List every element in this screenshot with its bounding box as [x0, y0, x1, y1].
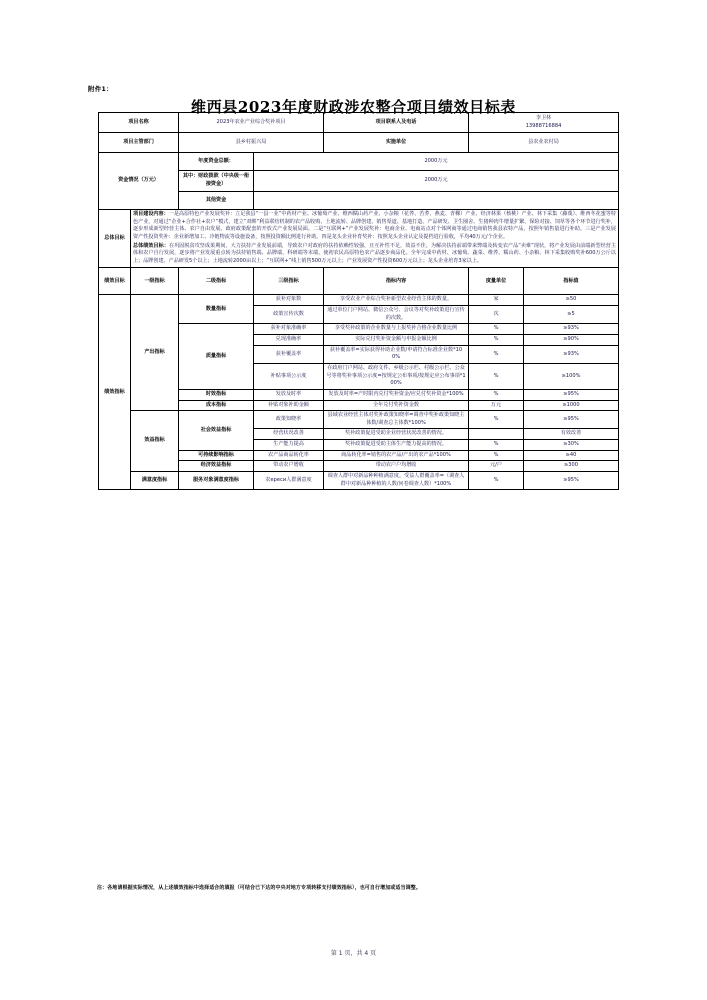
dept-value: 县乡村振兴局: [179, 133, 324, 153]
indicator-value: ≥300: [524, 461, 619, 472]
level3-label: 生产能力提高: [254, 440, 324, 451]
level2-quality: 质量指标: [179, 324, 254, 389]
indicator-content: 奖补政策促进受助主体生产能力提高的情况。: [324, 440, 469, 451]
level3-label: 获补覆盖率: [254, 345, 324, 363]
funding-label: 资金情况（万元）: [99, 153, 179, 210]
level3-label: 政策知晓率: [254, 411, 324, 429]
goal-content-paragraph: [133, 211, 616, 242]
indicator-value: ≥100%: [524, 363, 619, 389]
indicator-value: ≥40: [524, 450, 619, 461]
indicator-content: 县域农业经营主体对奖补政策知晓率=调查中奖补政策知晓主体数/调查总主体数*100%: [324, 411, 469, 429]
header-level1: 一级指标: [131, 268, 179, 295]
indicator-content: 享受农业产业综合奖补新型农业经营主体的数量。: [324, 295, 469, 306]
indicator-content: 在政府门户网站、政府文件、乡级公示栏、村级公示栏、公众号等将奖补事项公示度=按规定公布事项/按规定应公布事项*100%: [324, 363, 469, 389]
indicator-value: ≥30%: [524, 440, 619, 451]
indicator-value: ≥95%: [524, 472, 619, 490]
indicator-value: ≥1000: [524, 400, 619, 411]
header-content: 指标内容: [324, 268, 469, 295]
indicator-content: 获补覆盖率=实际获得补助企业数/申请符合标准企业数*100%: [324, 345, 469, 363]
indicator-unit: 万元: [469, 400, 524, 411]
indicator-row: [99, 411, 619, 429]
indicator-unit: %: [469, 450, 524, 461]
goal-target-title: 总体绩效目标：: [133, 242, 169, 249]
level3-label: 农产品商品转化率: [254, 450, 324, 461]
indicator-value: ≥95%: [524, 389, 619, 400]
overall-goal-content: [131, 210, 619, 268]
goal-content-title: 项目建设内容：: [133, 211, 169, 217]
level3-label: 经营状况改善: [254, 429, 324, 440]
level2-cost: 成本指标: [179, 400, 254, 411]
dept-label: 项目主管部门: [99, 133, 179, 153]
level1-benefit: 效益指标: [131, 411, 179, 472]
overall-goal-label: 总体目标: [99, 210, 131, 268]
header-level2: 二级指标: [179, 268, 254, 295]
level3-label: 带动农户增收: [254, 461, 324, 472]
indicator-value: ≥93%: [524, 345, 619, 363]
indicator-header-row: [99, 268, 619, 295]
indicator-row: [99, 295, 619, 306]
indicator-unit: [469, 429, 524, 440]
table-row-department: [99, 133, 619, 153]
level2-sustainability: 可持续影响指标: [179, 450, 254, 461]
goal-target-paragraph: [133, 243, 616, 266]
performance-goal-table: [98, 112, 619, 490]
indicator-row: [99, 472, 619, 490]
page-number: 第 1 页，共 4 页: [330, 950, 377, 957]
indicator-value: ≥50: [524, 295, 619, 306]
project-name-value: 2023年农业产业综合奖补项目: [179, 113, 324, 133]
contact-label: 项目联系人及电话: [324, 113, 469, 133]
level3-label: 获补对象准确率: [254, 324, 324, 335]
impl-label: 实施单位: [324, 133, 469, 153]
level1-satisfaction: 满意度指标: [131, 472, 179, 490]
funding-row-2-label: 其他资金: [179, 192, 254, 210]
contact-value: [469, 113, 619, 133]
indicator-unit: %: [469, 440, 524, 451]
indicator-value: ≥95%: [524, 411, 619, 429]
level3-label: 获补对象数: [254, 295, 324, 306]
indicator-unit: %: [469, 389, 524, 400]
level3-label: 发放及时率: [254, 389, 324, 400]
indicator-value: ≥93%: [524, 324, 619, 335]
indicator-value: ≥90%: [524, 335, 619, 346]
level1-output: 产出指标: [131, 295, 179, 411]
indicator-value: 有效改善: [524, 429, 619, 440]
contact-phone: 13988716884: [525, 122, 562, 129]
level3-label: 兑现准确率: [254, 335, 324, 346]
table-row-overall-goal: [99, 210, 619, 268]
header-unit: 度量单位: [469, 268, 524, 295]
indicator-content: 享受奖补政策的企业数量与上报奖补合格企业数量比例: [324, 324, 469, 335]
goal-column-label: 绩效指标: [99, 295, 131, 490]
page-title: 维西县2023年度财政涉农整合项目绩效目标表: [191, 98, 516, 116]
level2-service-satisfaction: 服务对象满意度指标: [179, 472, 254, 490]
contact-name: 李卫林: [535, 114, 552, 121]
header-value: 指标值: [524, 268, 619, 295]
indicator-unit: %: [469, 472, 524, 490]
footer-note: 注：各地请根据实际情况，从上述绩效指标中选择适合的填报（可结合已下达的中央对地方专项转移支付绩效指标），也可自行增加或适当调整。: [97, 885, 421, 891]
goal-target-text: 在巩固脱贫攻坚成果期间，大力扶持产业发展前端，导致农户对政府的扶持依赖性较强，且互补性不足，效益不佳。为解决扶持前端带来弊端及转变农产品“卖难”现状，将产业发展由前端新型经营主体和农户自行发展，逐步将产业发展重点转为扶持销售端、品牌端、科研端等末端，使初农民高原特色农产品逐步商品化。全年完成中药材、冰葡萄、蔬菜、维荞、糯山药、小杂粮、林下采集收购奖补600万公斤以上；品牌创建、产品研发5个以上；土地流转2000亩以上；“互联网+”线上销售500万元以上；产业发展资产性投资600万元以上；龙头企业培育3家以上。: [133, 242, 617, 264]
indicator-content: 全年兑付奖补资金数: [324, 400, 469, 411]
funding-row-1-value: 2000万元: [254, 171, 619, 192]
indicator-unit: 次: [469, 306, 524, 324]
table-row-project-name: [99, 113, 619, 133]
funding-row-2-value: [254, 192, 619, 210]
indicator-content: 商品转化率=销售的农产品/产出的农产品*100%: [324, 450, 469, 461]
level3-label: 补贴事项公示度: [254, 363, 324, 389]
indicator-content: 实际兑付奖补资金额与申报金额比例: [324, 335, 469, 346]
indicator-content: 调查人群中对新品种种植满意度。受益人群覆盖率=（调查人群中对新品种种植的人数/问卷调查人数）*100%: [324, 472, 469, 490]
indicator-content: 奖补政策促进受助企业经营状况改善的情况。: [324, 429, 469, 440]
level2-timeliness: 时效指标: [179, 389, 254, 400]
indicator-content: 带动农户户均增收: [324, 461, 469, 472]
funding-row-1-label: 其中：财政拨款（中央级一衔接资金）: [179, 171, 254, 192]
table-row-funding-total: [99, 153, 619, 171]
indicator-unit: %: [469, 411, 524, 429]
level3-label: 农ереси人群满意度: [254, 472, 324, 490]
indicator-unit: %: [469, 335, 524, 346]
level2-economic-benefit: 经济效益指标: [179, 461, 254, 472]
header-level3: 三级指标: [254, 268, 324, 295]
level2-social-benefit: 社会效益指标: [179, 411, 254, 451]
indicator-unit: %: [469, 363, 524, 389]
indicator-unit: 家: [469, 295, 524, 306]
goal-content-text: 一是高原特色产业发展奖补：立足我县“一县一业”中药材产业、冰葡萄产业、维西糯山药产业、小杂粮（花荞、苦荞、燕麦、青稞）产业、经济林果（核桃）产业、林下采集（藤蔑）、维西冬花蜜等特色产业，对通过“企业+合作社+农户”模式，建立“双绑”利益联结机制的农产品收购、土地流转、品牌创建、销售渠道、基地打造、产品研发、卫生圈舍、生猪种肉牛增量扩繁、保险对接、饲草等各个环节进行奖补，逐步形成新型经营主体、农户自由发展、政府政策配套的开放式产业发展局面。二是“互联网+”产业发展奖补：电商企业、电商站点对个体网商等通过电商销售我县农特产品，按照年销售量进行补助。三是产业发展资产性投资奖补：企业新增加工、冷链物流等设施设备，按照投资额比例进行补助。四是龙头企业补育奖补：按照龙头企业认定及提档进行验收，平均40万元/个企业。: [133, 211, 617, 240]
indicator-unit: %: [469, 324, 524, 335]
indicator-value: ≥5: [524, 306, 619, 324]
level3-label: 补贴对象补助金额: [254, 400, 324, 411]
indicator-content: 发放及时率=产时限内兑付奖补资金/应兑付奖补资金*100%: [324, 389, 469, 400]
table-body: [99, 113, 619, 490]
level2-quantity: 数量指标: [179, 295, 254, 324]
header-goal: 绩效目标: [99, 268, 131, 295]
indicator-unit: %: [469, 345, 524, 363]
impl-value: 县农业农村局: [469, 133, 619, 153]
indicator-unit: 元/户: [469, 461, 524, 472]
project-name-label: 项目名称: [99, 113, 179, 133]
funding-row-0-label: 年度资金总额：: [179, 153, 254, 171]
indicator-content: 通过单位门户网站、微信公众号、会议等对奖补政策进行宣传的次数。: [324, 306, 469, 324]
level3-label: 政策宣传次数: [254, 306, 324, 324]
attachment-label: 附件1：: [88, 85, 113, 93]
funding-row-0-value: 2000万元: [254, 153, 619, 171]
